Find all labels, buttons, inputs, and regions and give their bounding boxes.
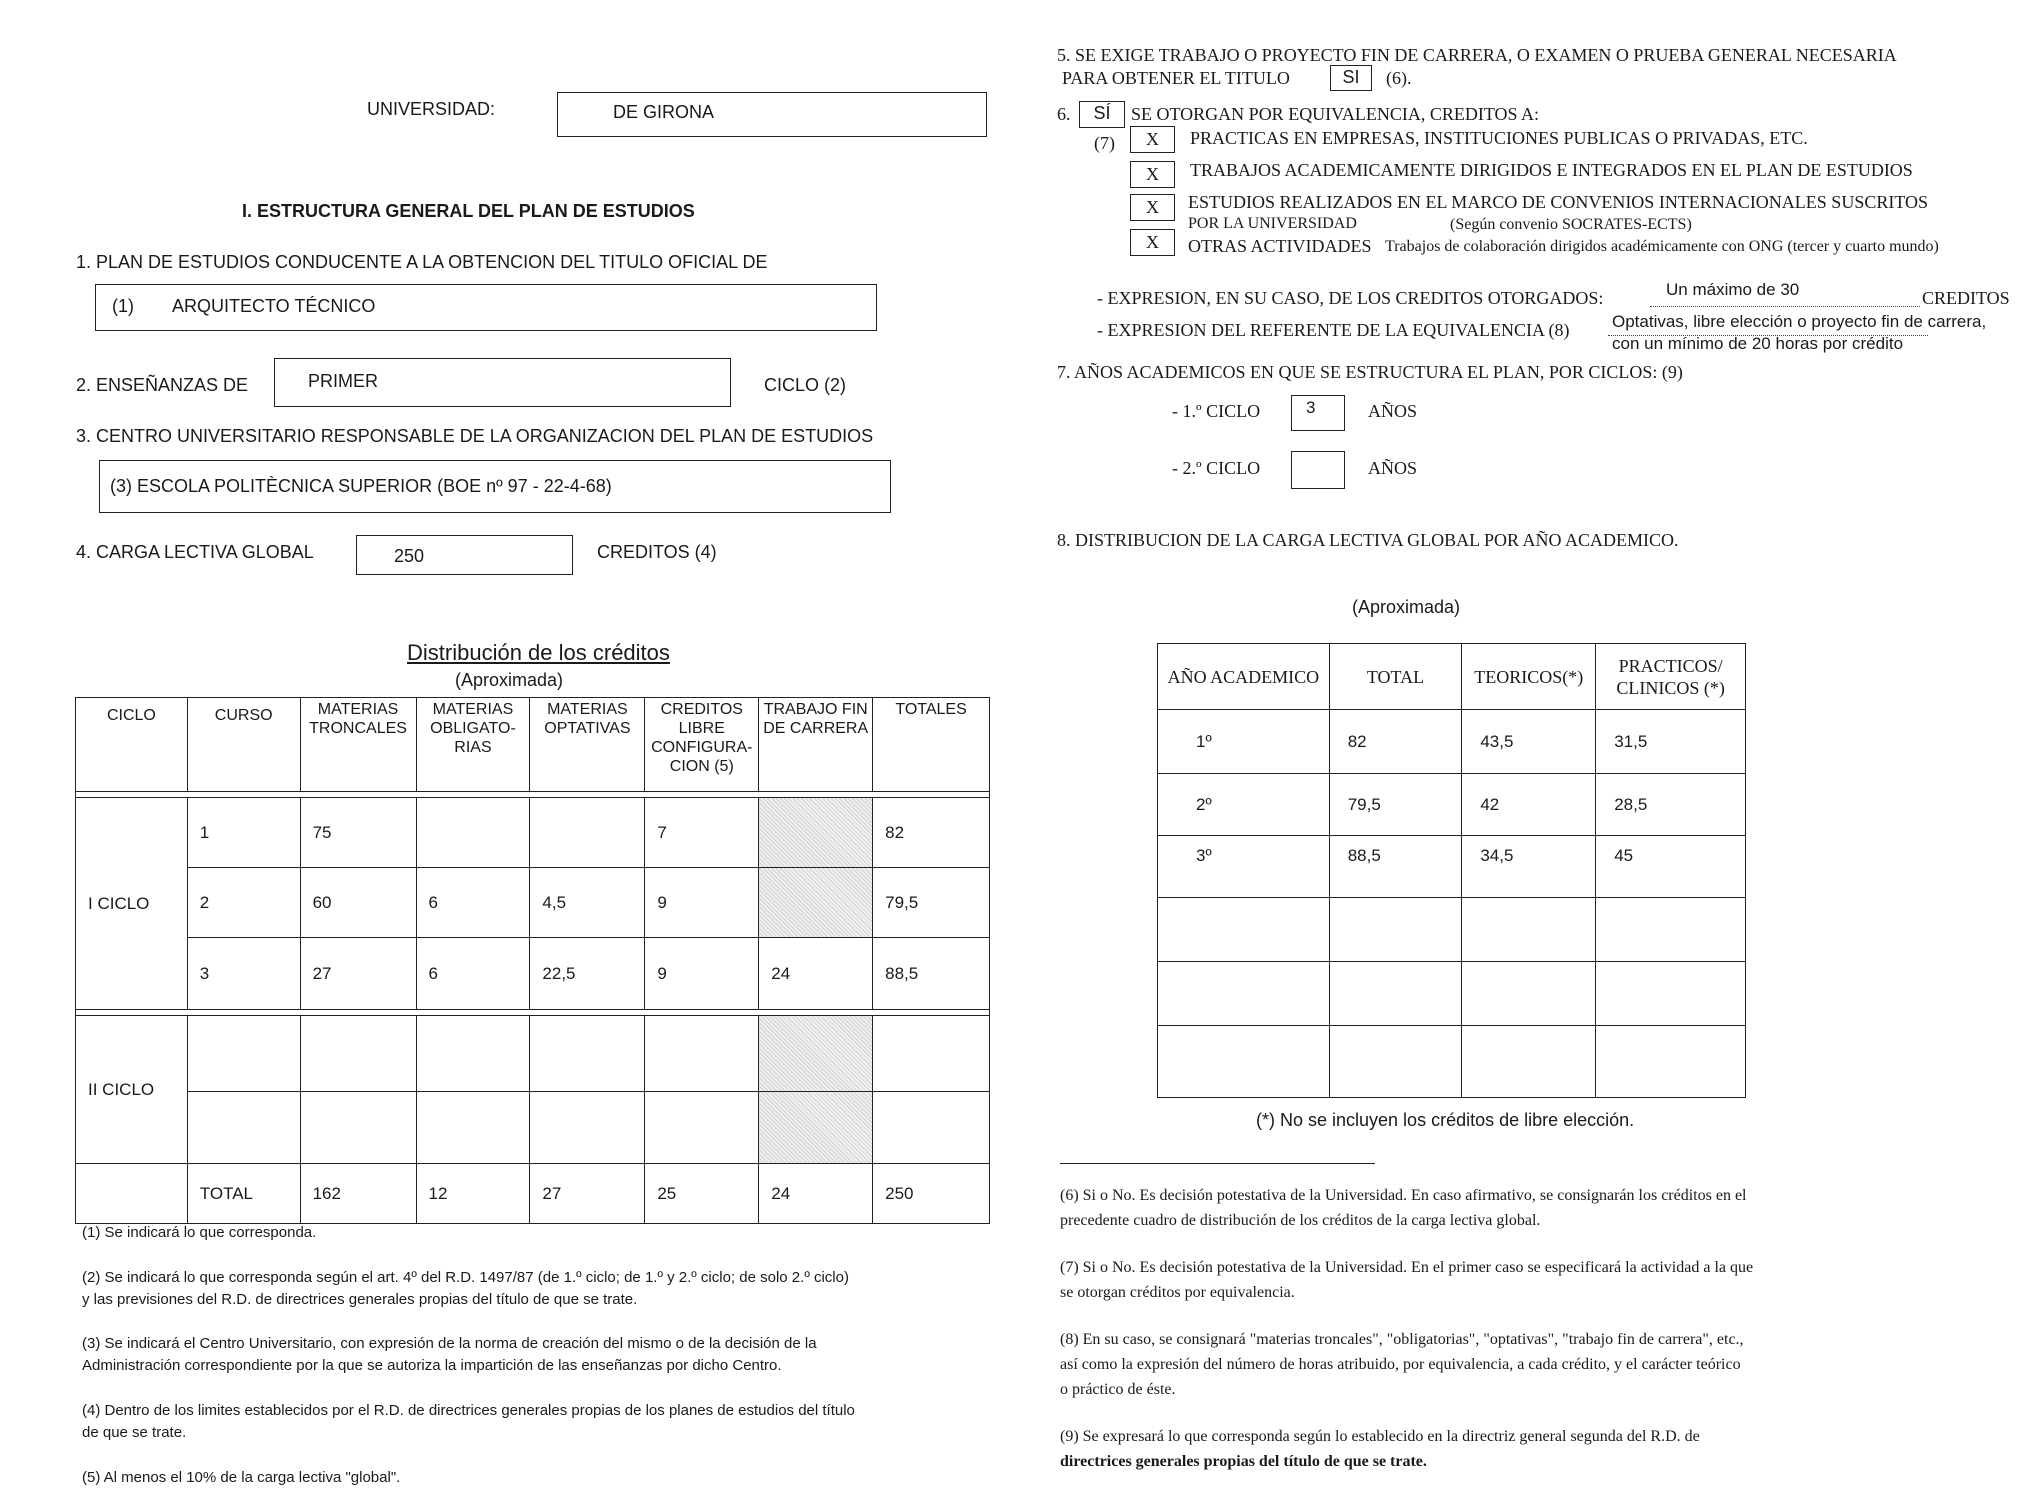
item7-label: 7. AÑOS ACADEMICOS EN QUE SE ESTRUCTURA EL PLAN, POR CICLOS: (9) bbox=[1057, 362, 1683, 382]
expr1-suffix: CREDITOS bbox=[1922, 288, 2010, 308]
ciclo1-years-box: 3 bbox=[1291, 395, 1345, 431]
cell-total: 79,5 bbox=[1329, 774, 1462, 836]
titulo-value: ARQUITECTO TÉCNICO bbox=[172, 296, 376, 316]
cell-practicos: 45 bbox=[1596, 836, 1746, 898]
dist-table bbox=[75, 697, 990, 1224]
dist-header-row bbox=[76, 698, 990, 792]
cell-curso: 1 bbox=[187, 798, 300, 868]
total-optativas: 27 bbox=[530, 1164, 645, 1224]
total-label: TOTAL bbox=[187, 1164, 300, 1224]
footnote-4a: (4) Dentro de los limites establecidos por el R.D. de directrices generales propias de los planes de estudios del título bbox=[82, 1402, 855, 1419]
checkbox-otras[interactable]: X bbox=[1130, 229, 1175, 256]
item8-label: 8. DISTRIBUCION DE LA CARGA LECTIVA GLOBAL POR AÑO ACADEMICO. bbox=[1057, 530, 1679, 550]
cell-trabajo-shaded bbox=[759, 868, 873, 938]
header-troncales: MATERIAS TRONCALES bbox=[300, 698, 416, 792]
total-trabajo: 24 bbox=[759, 1164, 873, 1224]
ciclo2-years-unit: AÑOS bbox=[1368, 458, 1418, 478]
cell-trabajo-shaded bbox=[759, 798, 873, 868]
cell-trabajo: 24 bbox=[759, 938, 873, 1010]
opt1-label: PRACTICAS EN EMPRESAS, INSTITUCIONES PUBLICAS O PRIVADAS, ETC. bbox=[1190, 128, 1808, 148]
cell-teoricos: 42 bbox=[1462, 774, 1596, 836]
cell-ano: 2º bbox=[1158, 774, 1330, 836]
footnote-8c: o práctico de éste. bbox=[1060, 1381, 1176, 1398]
footnote-6b: precedente cuadro de distribución de los créditos de la carga lectiva global. bbox=[1060, 1212, 1541, 1229]
item2-label: 2. ENSEÑANZAS DE bbox=[76, 375, 249, 395]
footnote-3a: (3) Se indicará el Centro Universitario, con expresión de la norma de creación del mismo o de la decisión de la bbox=[82, 1335, 817, 1352]
cell-obligatorias: 6 bbox=[416, 938, 530, 1010]
expr1-label: - EXPRESION, EN SU CASO, DE LOS CREDITOS OTORGADOS: bbox=[1097, 288, 1604, 308]
header-ciclo: CICLO bbox=[76, 698, 188, 792]
table-row bbox=[76, 1016, 990, 1092]
table-row bbox=[1158, 1026, 1746, 1098]
footnote-5: (5) Al menos el 10% de la carga lectiva "global". bbox=[82, 1469, 401, 1486]
year-subtitle: (Aproximada) bbox=[1352, 597, 1461, 617]
opt3-note: (Según convenio SOCRATES-ECTS) bbox=[1450, 216, 1692, 233]
cell-optativas: 4,5 bbox=[530, 868, 645, 938]
cell-ano: 1º bbox=[1158, 710, 1330, 774]
footnote-4b: de que se trate. bbox=[82, 1424, 187, 1441]
total-troncales: 162 bbox=[300, 1164, 416, 1224]
year-note: (*) No se incluyen los créditos de libre elección. bbox=[1256, 1110, 1635, 1130]
cell-totales: 79,5 bbox=[873, 868, 990, 938]
ciclo1-years-label: - 1.º CICLO bbox=[1172, 401, 1261, 421]
footnote-7b: se otorgan créditos por equivalencia. bbox=[1060, 1284, 1295, 1301]
year-header-teoricos: TEORICOS(*) bbox=[1462, 644, 1596, 710]
table-row bbox=[1158, 710, 1746, 774]
ciclo2-years-label: - 2.º CICLO bbox=[1172, 458, 1261, 478]
item5-answer-box: SI bbox=[1330, 65, 1372, 91]
cell-troncales: 27 bbox=[300, 938, 416, 1010]
header-obligatorias: MATERIAS OBLIGATO-RIAS bbox=[416, 698, 530, 792]
header-libre: CREDITOS LIBRE CONFIGURA-CION (5) bbox=[645, 698, 759, 792]
opt2-label: TRABAJOS ACADEMICAMENTE DIRIGIDOS E INTEGRADOS EN EL PLAN DE ESTUDIOS bbox=[1190, 160, 1913, 180]
cell-troncales: 75 bbox=[300, 798, 416, 868]
footnote-9b: directrices generales propias del título de que se trate. bbox=[1060, 1453, 1427, 1470]
header-optativas: MATERIAS OPTATIVAS bbox=[530, 698, 645, 792]
footnote-8a: (8) En su caso, se consignará "materias troncales", "obligatorias", "optativas", "trabajo fin de carrera", etc., bbox=[1060, 1331, 1744, 1348]
cell-libre: 9 bbox=[645, 868, 759, 938]
cell-trabajo-shaded bbox=[759, 1092, 873, 1164]
cell-total: 82 bbox=[1329, 710, 1462, 774]
item5-line2: PARA OBTENER EL TITULO bbox=[1062, 68, 1290, 88]
ensenanzas-value: PRIMER bbox=[308, 371, 379, 391]
footnote-6a: (6) Si o No. Es decisión potestativa de la Universidad. En caso afirmativo, se consignarán los créditos en el bbox=[1060, 1187, 1747, 1204]
item5-suffix: (6). bbox=[1386, 68, 1412, 88]
opt3-line1: ESTUDIOS REALIZADOS EN EL MARCO DE CONVENIOS INTERNACIONALES SUSCRITOS bbox=[1188, 192, 1929, 212]
item5-line1: 5. SE EXIGE TRABAJO O PROYECTO FIN DE CARRERA, O EXAMEN O PRUEBA GENERAL NECESARIA bbox=[1057, 45, 1897, 65]
ciclo1-label: I CICLO bbox=[76, 798, 188, 1010]
footnote-2b: y las previsiones del R.D. de directrices generales propias del título de que se trate. bbox=[82, 1291, 638, 1308]
footnote-divider bbox=[1060, 1163, 1375, 1164]
year-header-practicos: PRACTICOS/ CLINICOS (*) bbox=[1596, 644, 1746, 710]
footnote-2a: (2) Se indicará lo que corresponda según el art. 4º del R.D. 1497/87 (de 1.º ciclo; de 1.º y 2.º ciclo; de solo 2.º ciclo) bbox=[82, 1269, 849, 1286]
expr2-line2: con un mínimo de 20 horas por crédito bbox=[1612, 334, 1904, 353]
table-row bbox=[76, 938, 990, 1010]
footnote-1: (1) Se indicará lo que corresponda. bbox=[82, 1224, 317, 1241]
item6-answer-box: SÍ bbox=[1079, 101, 1125, 128]
cell-teoricos: 43,5 bbox=[1462, 710, 1596, 774]
cell-libre: 9 bbox=[645, 938, 759, 1010]
cell-ano: 3º bbox=[1158, 836, 1330, 898]
checkbox-trabajos[interactable]: X bbox=[1130, 161, 1175, 188]
footnote-3b: Administración correspondiente por la que se autoriza la impartición de las enseñanzas por dicho Centro. bbox=[82, 1357, 782, 1374]
centro-field bbox=[99, 460, 891, 513]
cell-optativas: 22,5 bbox=[530, 938, 645, 1010]
universidad-label: UNIVERSIDAD: bbox=[367, 99, 496, 119]
ciclo1-years-unit: AÑOS bbox=[1368, 401, 1418, 421]
footnote-7a: (7) Si o No. Es decisión potestativa de la Universidad. En el primer caso se especificará la actividad a la que bbox=[1060, 1259, 1754, 1276]
cell-teoricos: 34,5 bbox=[1462, 836, 1596, 898]
table-row bbox=[76, 868, 990, 938]
opt4-note: Trabajos de colaboración dirigidos académicamente con ONG (tercer y cuarto mundo) bbox=[1385, 238, 1939, 255]
item2-suffix: CICLO (2) bbox=[764, 375, 847, 395]
section-title: I. ESTRUCTURA GENERAL DEL PLAN DE ESTUDIOS bbox=[242, 201, 695, 221]
universidad-field bbox=[557, 92, 987, 137]
cell-practicos: 28,5 bbox=[1596, 774, 1746, 836]
table-row bbox=[1158, 962, 1746, 1026]
total-totales: 250 bbox=[873, 1164, 990, 1224]
year-header-row bbox=[1158, 644, 1746, 710]
centro-value: (3) ESCOLA POLITÈCNICA SUPERIOR (BOE nº 97 - 22-4-68) bbox=[110, 476, 612, 496]
year-header-total: TOTAL bbox=[1329, 644, 1462, 710]
expr2-line1: Optativas, libre elección o proyecto fin de carrera, bbox=[1612, 312, 1987, 331]
titulo-field bbox=[95, 284, 877, 331]
carga-field bbox=[356, 535, 573, 575]
total-obligatorias: 12 bbox=[416, 1164, 530, 1224]
expr1-value: Un máximo de 30 bbox=[1666, 280, 1800, 299]
total-libre: 25 bbox=[645, 1164, 759, 1224]
total-row bbox=[76, 1164, 990, 1224]
table-row bbox=[1158, 898, 1746, 962]
opt4-label: OTRAS ACTIVIDADES bbox=[1188, 236, 1372, 256]
item3-label: 3. CENTRO UNIVERSITARIO RESPONSABLE DE LA ORGANIZACION DEL PLAN DE ESTUDIOS bbox=[76, 426, 874, 446]
titulo-prefix: (1) bbox=[112, 296, 134, 316]
item6-note: (7) bbox=[1094, 133, 1115, 153]
header-totales: TOTALES bbox=[873, 698, 990, 792]
universidad-value: DE GIRONA bbox=[613, 102, 715, 122]
opt3-line2: POR LA UNIVERSIDAD bbox=[1188, 215, 1357, 232]
cell-trabajo-shaded bbox=[759, 1016, 873, 1092]
cell-obligatorias bbox=[416, 798, 530, 868]
year-header-ano: AÑO ACADEMICO bbox=[1158, 644, 1330, 710]
expr2-label: - EXPRESION DEL REFERENTE DE LA EQUIVALENCIA (8) bbox=[1097, 320, 1570, 340]
cell-optativas bbox=[530, 798, 645, 868]
ciclo2-years-box bbox=[1291, 451, 1345, 489]
item6-prefix: 6. bbox=[1057, 104, 1071, 124]
table-row bbox=[1158, 836, 1746, 898]
cell-curso: 3 bbox=[187, 938, 300, 1010]
cell-practicos: 31,5 bbox=[1596, 710, 1746, 774]
checkbox-practicas[interactable]: X bbox=[1130, 126, 1175, 153]
cell-curso: 2 bbox=[187, 868, 300, 938]
cell-total: 88,5 bbox=[1329, 836, 1462, 898]
cell-libre: 7 bbox=[645, 798, 759, 868]
item4-suffix: CREDITOS (4) bbox=[597, 542, 717, 562]
cell-totales: 82 bbox=[873, 798, 990, 868]
header-curso: CURSO bbox=[187, 698, 300, 792]
year-table bbox=[1157, 643, 1746, 1098]
checkbox-estudios[interactable]: X bbox=[1130, 194, 1175, 221]
cell-obligatorias: 6 bbox=[416, 868, 530, 938]
ciclo2-label: II CICLO bbox=[76, 1016, 188, 1164]
dist-subtitle: (Aproximada) bbox=[455, 670, 564, 690]
footnote-8b: así como la expresión del número de horas atribuido, por equivalencia, a cada crédito, y el carácter teórico bbox=[1060, 1356, 1741, 1373]
cell-totales: 88,5 bbox=[873, 938, 990, 1010]
dist-title: Distribución de los créditos bbox=[407, 640, 670, 665]
header-trabajo: TRABAJO FIN DE CARRERA bbox=[759, 698, 873, 792]
table-row bbox=[76, 798, 990, 868]
ensenanzas-field bbox=[274, 358, 731, 407]
footnote-9a: (9) Se expresará lo que corresponda según lo establecido en la directriz general segunda del R.D. de bbox=[1060, 1428, 1700, 1445]
table-row bbox=[76, 1092, 990, 1164]
item6-label: SE OTORGAN POR EQUIVALENCIA, CREDITOS A: bbox=[1131, 104, 1540, 124]
carga-value: 250 bbox=[394, 546, 425, 566]
item4-label: 4. CARGA LECTIVA GLOBAL bbox=[76, 542, 314, 562]
cell-troncales: 60 bbox=[300, 868, 416, 938]
item1-label: 1. PLAN DE ESTUDIOS CONDUCENTE A LA OBTENCION DEL TITULO OFICIAL DE bbox=[76, 252, 768, 272]
table-row bbox=[1158, 774, 1746, 836]
